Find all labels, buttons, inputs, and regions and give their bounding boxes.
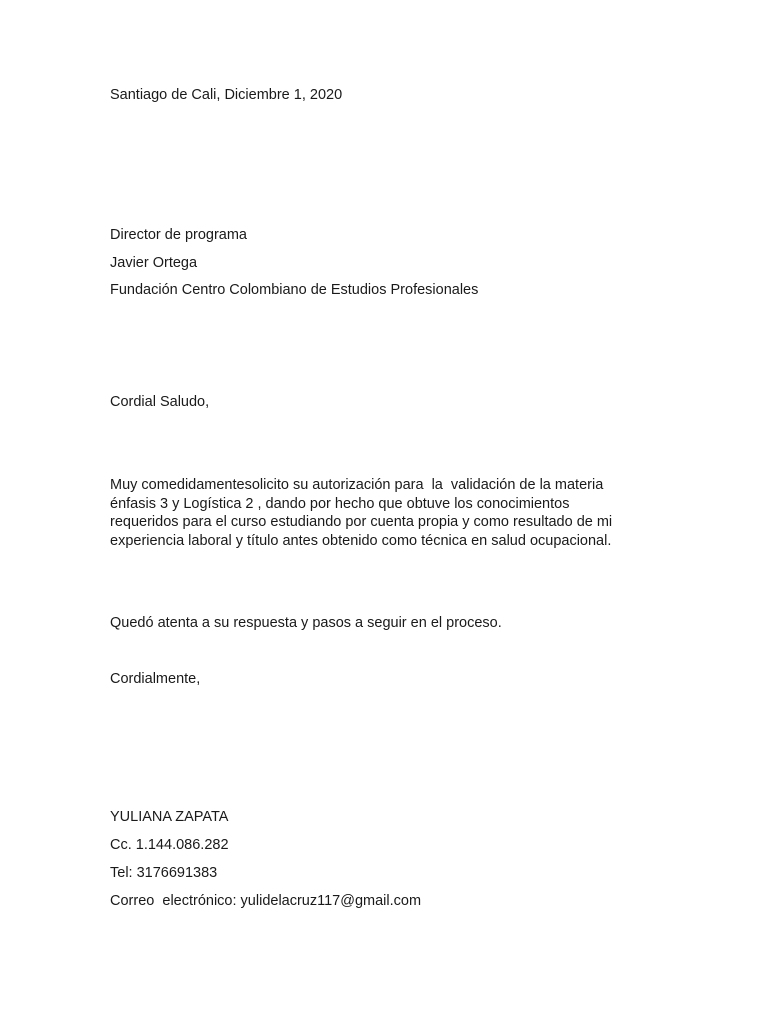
signature-id: Cc. 1.144.086.282 — [110, 837, 229, 853]
signature-phone: Tel: 3176691383 — [110, 865, 218, 881]
date-line: Santiago de Cali, Diciembre 1, 2020 — [110, 87, 343, 103]
recipient-name: Javier Ortega — [110, 255, 198, 271]
body-line: énfasis 3 y Logística 2 , dando por hecho que obtuve los conocimientos — [110, 495, 570, 512]
closing: Cordialmente, — [110, 671, 201, 687]
closing-request: Quedó atenta a su respuesta y pasos a seguir en el proceso. — [110, 615, 502, 631]
body-line: experiencia laboral y título antes obtenido como técnica en salud ocupacional. — [110, 532, 612, 549]
recipient-institution: Fundación Centro Colombiano de Estudios Profesionales — [110, 282, 479, 298]
greeting: Cordial Saludo, — [110, 394, 210, 410]
signature-email: Correo electrónico: yulidelacruz117@gmail.com — [110, 893, 422, 909]
body-line: Muy comedidamentesolicito su autorización para la validación de la materia — [110, 477, 604, 493]
body-line: requeridos para el curso estudiando por cuenta propia y como resultado de mi — [110, 514, 613, 530]
recipient-role: Director de programa — [110, 227, 247, 243]
body-paragraph — [110, 476, 670, 550]
signature-name: YULIANA ZAPATA — [110, 809, 229, 825]
